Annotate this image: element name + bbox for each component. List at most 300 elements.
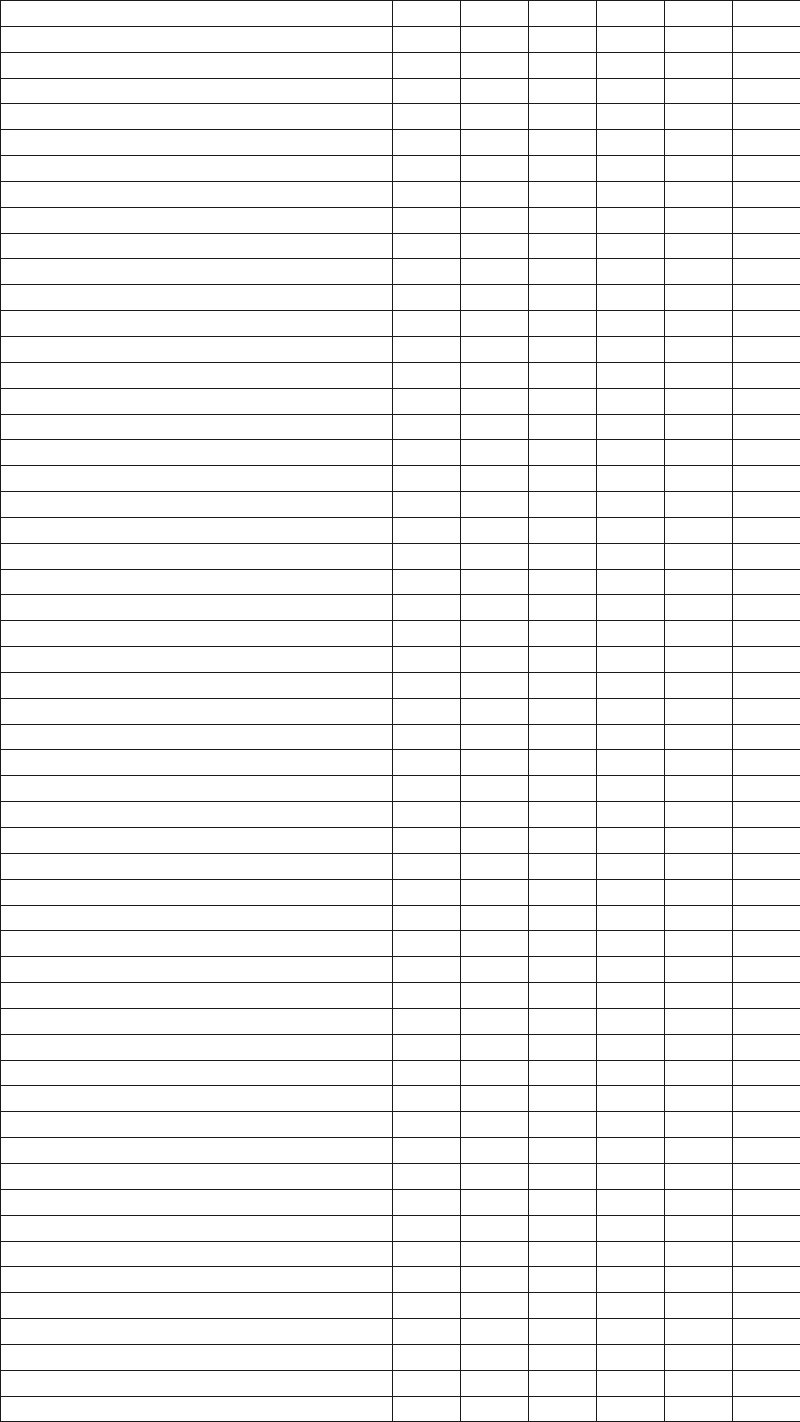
value-cell	[393, 233, 461, 259]
value-cell	[461, 26, 529, 52]
value-cell	[393, 543, 461, 569]
value-cell	[665, 1215, 733, 1241]
row-label-cell	[1, 517, 393, 543]
table-row	[1, 233, 800, 259]
value-cell	[529, 879, 597, 905]
value-cell	[665, 1189, 733, 1215]
table-row	[1, 1319, 800, 1345]
value-cell	[393, 1138, 461, 1164]
row-label-cell	[1, 802, 393, 828]
value-cell	[733, 1034, 800, 1060]
value-cell	[733, 698, 800, 724]
value-cell	[665, 1370, 733, 1396]
value-cell	[597, 388, 665, 414]
value-cell	[529, 1396, 597, 1422]
row-label-cell	[1, 543, 393, 569]
row-label-cell	[1, 828, 393, 854]
value-cell	[597, 285, 665, 311]
row-label-cell	[1, 957, 393, 983]
value-cell	[597, 957, 665, 983]
value-cell	[733, 492, 800, 518]
value-cell	[529, 1370, 597, 1396]
value-cell	[733, 1086, 800, 1112]
table-row	[1, 1293, 800, 1319]
value-cell	[393, 879, 461, 905]
table-row	[1, 414, 800, 440]
table-row	[1, 311, 800, 337]
row-label-cell	[1, 388, 393, 414]
row-label-cell	[1, 1189, 393, 1215]
value-cell	[665, 207, 733, 233]
value-cell	[393, 1189, 461, 1215]
value-cell	[733, 517, 800, 543]
value-cell	[733, 1138, 800, 1164]
value-cell	[597, 1267, 665, 1293]
value-cell	[733, 466, 800, 492]
value-cell	[665, 1112, 733, 1138]
value-cell	[461, 1344, 529, 1370]
row-label-cell	[1, 78, 393, 104]
value-cell	[461, 1008, 529, 1034]
table-row	[1, 1060, 800, 1086]
value-cell	[393, 1293, 461, 1319]
value-cell	[665, 1138, 733, 1164]
value-cell	[529, 26, 597, 52]
value-cell	[665, 1267, 733, 1293]
value-cell	[461, 130, 529, 156]
value-cell	[665, 1319, 733, 1345]
value-cell	[461, 1163, 529, 1189]
value-cell	[733, 156, 800, 182]
value-cell	[529, 1008, 597, 1034]
value-cell	[597, 1319, 665, 1345]
value-cell	[461, 957, 529, 983]
value-cell	[665, 621, 733, 647]
value-cell	[733, 1319, 800, 1345]
table-row	[1, 543, 800, 569]
value-cell	[597, 698, 665, 724]
table-row	[1, 517, 800, 543]
value-cell	[665, 52, 733, 78]
table-row	[1, 1, 800, 27]
value-cell	[393, 595, 461, 621]
value-cell	[393, 724, 461, 750]
value-cell	[733, 440, 800, 466]
value-cell	[461, 543, 529, 569]
value-cell	[529, 1034, 597, 1060]
row-label-cell	[1, 672, 393, 698]
value-cell	[665, 1293, 733, 1319]
value-cell	[597, 905, 665, 931]
value-cell	[461, 104, 529, 130]
row-label-cell	[1, 724, 393, 750]
value-cell	[393, 1319, 461, 1345]
value-cell	[393, 130, 461, 156]
value-cell	[393, 957, 461, 983]
value-cell	[597, 1112, 665, 1138]
value-cell	[665, 569, 733, 595]
value-cell	[461, 1, 529, 27]
value-cell	[665, 724, 733, 750]
value-cell	[733, 311, 800, 337]
table-row	[1, 802, 800, 828]
value-cell	[597, 1370, 665, 1396]
table-row	[1, 1112, 800, 1138]
value-cell	[461, 853, 529, 879]
value-cell	[597, 802, 665, 828]
value-cell	[733, 853, 800, 879]
value-cell	[733, 1344, 800, 1370]
value-cell	[529, 957, 597, 983]
value-cell	[461, 905, 529, 931]
value-cell	[529, 181, 597, 207]
row-label-cell	[1, 1293, 393, 1319]
value-cell	[393, 517, 461, 543]
value-cell	[597, 104, 665, 130]
value-cell	[665, 750, 733, 776]
value-cell	[461, 1267, 529, 1293]
value-cell	[597, 52, 665, 78]
value-cell	[529, 672, 597, 698]
value-cell	[461, 362, 529, 388]
value-cell	[461, 750, 529, 776]
value-cell	[529, 776, 597, 802]
value-cell	[529, 905, 597, 931]
value-cell	[529, 1060, 597, 1086]
row-label-cell	[1, 285, 393, 311]
value-cell	[665, 1, 733, 27]
row-label-cell	[1, 1034, 393, 1060]
value-cell	[393, 311, 461, 337]
value-cell	[529, 233, 597, 259]
value-cell	[393, 1112, 461, 1138]
table-row	[1, 52, 800, 78]
value-cell	[733, 1215, 800, 1241]
value-cell	[461, 517, 529, 543]
value-cell	[529, 207, 597, 233]
value-cell	[529, 1086, 597, 1112]
table-row	[1, 388, 800, 414]
table-row	[1, 130, 800, 156]
value-cell	[733, 130, 800, 156]
value-cell	[665, 130, 733, 156]
value-cell	[529, 1241, 597, 1267]
table-row	[1, 853, 800, 879]
value-cell	[461, 78, 529, 104]
table-row	[1, 1370, 800, 1396]
value-cell	[393, 1060, 461, 1086]
value-cell	[733, 1163, 800, 1189]
row-label-cell	[1, 259, 393, 285]
value-cell	[529, 698, 597, 724]
value-cell	[393, 78, 461, 104]
row-label-cell	[1, 130, 393, 156]
value-cell	[461, 879, 529, 905]
value-cell	[597, 440, 665, 466]
row-label-cell	[1, 52, 393, 78]
value-cell	[733, 336, 800, 362]
row-label-cell	[1, 414, 393, 440]
value-cell	[461, 466, 529, 492]
value-cell	[461, 569, 529, 595]
value-cell	[529, 414, 597, 440]
value-cell	[529, 1, 597, 27]
value-cell	[665, 311, 733, 337]
value-cell	[733, 233, 800, 259]
value-cell	[461, 776, 529, 802]
value-cell	[597, 1138, 665, 1164]
value-cell	[529, 1344, 597, 1370]
value-cell	[461, 1034, 529, 1060]
value-cell	[665, 156, 733, 182]
value-cell	[665, 517, 733, 543]
value-cell	[393, 104, 461, 130]
value-cell	[597, 750, 665, 776]
row-label-cell	[1, 156, 393, 182]
value-cell	[665, 104, 733, 130]
value-cell	[529, 78, 597, 104]
value-cell	[665, 285, 733, 311]
value-cell	[461, 1396, 529, 1422]
value-cell	[665, 543, 733, 569]
value-cell	[665, 181, 733, 207]
table-row	[1, 698, 800, 724]
value-cell	[529, 492, 597, 518]
value-cell	[529, 595, 597, 621]
value-cell	[665, 233, 733, 259]
value-cell	[529, 750, 597, 776]
value-cell	[529, 621, 597, 647]
value-cell	[529, 931, 597, 957]
value-cell	[529, 1267, 597, 1293]
value-cell	[461, 207, 529, 233]
value-cell	[597, 1215, 665, 1241]
value-cell	[597, 492, 665, 518]
value-cell	[597, 517, 665, 543]
value-cell	[529, 983, 597, 1009]
value-cell	[393, 1241, 461, 1267]
table-row	[1, 1163, 800, 1189]
table-row	[1, 750, 800, 776]
value-cell	[733, 1112, 800, 1138]
value-cell	[529, 1138, 597, 1164]
value-cell	[665, 672, 733, 698]
value-cell	[733, 52, 800, 78]
value-cell	[597, 1241, 665, 1267]
value-cell	[597, 1060, 665, 1086]
value-cell	[665, 828, 733, 854]
value-cell	[393, 931, 461, 957]
value-cell	[665, 1008, 733, 1034]
value-cell	[733, 1189, 800, 1215]
value-cell	[393, 853, 461, 879]
value-cell	[597, 853, 665, 879]
value-cell	[461, 647, 529, 673]
value-cell	[665, 414, 733, 440]
value-cell	[597, 336, 665, 362]
row-label-cell	[1, 879, 393, 905]
value-cell	[461, 1060, 529, 1086]
value-cell	[529, 1319, 597, 1345]
table-row	[1, 595, 800, 621]
table-row	[1, 647, 800, 673]
value-cell	[393, 414, 461, 440]
value-cell	[733, 931, 800, 957]
value-cell	[393, 259, 461, 285]
value-cell	[733, 1396, 800, 1422]
grid-body	[1, 1, 800, 1422]
row-label-cell	[1, 181, 393, 207]
value-cell	[665, 698, 733, 724]
row-label-cell	[1, 1344, 393, 1370]
value-cell	[665, 595, 733, 621]
table-row	[1, 156, 800, 182]
value-cell	[529, 52, 597, 78]
value-cell	[529, 828, 597, 854]
table-row	[1, 492, 800, 518]
table-row	[1, 1241, 800, 1267]
value-cell	[597, 543, 665, 569]
table-row	[1, 905, 800, 931]
table-row	[1, 1034, 800, 1060]
value-cell	[665, 647, 733, 673]
value-cell	[597, 311, 665, 337]
value-cell	[393, 388, 461, 414]
value-cell	[665, 440, 733, 466]
value-cell	[665, 492, 733, 518]
value-cell	[597, 724, 665, 750]
value-cell	[529, 285, 597, 311]
value-cell	[733, 1370, 800, 1396]
value-cell	[393, 672, 461, 698]
value-cell	[665, 853, 733, 879]
value-cell	[461, 52, 529, 78]
value-cell	[665, 1163, 733, 1189]
row-label-cell	[1, 595, 393, 621]
value-cell	[597, 78, 665, 104]
value-cell	[597, 362, 665, 388]
value-cell	[733, 1267, 800, 1293]
value-cell	[393, 362, 461, 388]
table-row	[1, 466, 800, 492]
value-cell	[461, 983, 529, 1009]
value-cell	[461, 181, 529, 207]
value-cell	[393, 1396, 461, 1422]
value-cell	[461, 698, 529, 724]
table-row	[1, 181, 800, 207]
value-cell	[393, 828, 461, 854]
value-cell	[529, 1163, 597, 1189]
value-cell	[733, 957, 800, 983]
value-cell	[529, 311, 597, 337]
value-cell	[733, 595, 800, 621]
value-cell	[597, 879, 665, 905]
value-cell	[461, 1241, 529, 1267]
value-cell	[461, 828, 529, 854]
value-cell	[733, 414, 800, 440]
value-cell	[529, 156, 597, 182]
value-cell	[733, 569, 800, 595]
table-row	[1, 569, 800, 595]
value-cell	[665, 1396, 733, 1422]
value-cell	[393, 1370, 461, 1396]
value-cell	[393, 1034, 461, 1060]
table-row	[1, 1138, 800, 1164]
value-cell	[461, 931, 529, 957]
value-cell	[597, 647, 665, 673]
value-cell	[461, 156, 529, 182]
row-label-cell	[1, 983, 393, 1009]
value-cell	[597, 466, 665, 492]
value-cell	[665, 931, 733, 957]
value-cell	[665, 957, 733, 983]
row-label-cell	[1, 233, 393, 259]
value-cell	[597, 569, 665, 595]
value-cell	[733, 724, 800, 750]
row-label-cell	[1, 750, 393, 776]
row-label-cell	[1, 1138, 393, 1164]
value-cell	[733, 207, 800, 233]
value-cell	[461, 388, 529, 414]
value-cell	[597, 1163, 665, 1189]
value-cell	[597, 181, 665, 207]
value-cell	[393, 1344, 461, 1370]
value-cell	[597, 1008, 665, 1034]
value-cell	[461, 1215, 529, 1241]
value-cell	[733, 104, 800, 130]
table-row	[1, 1189, 800, 1215]
row-label-cell	[1, 853, 393, 879]
value-cell	[461, 440, 529, 466]
value-cell	[393, 776, 461, 802]
value-cell	[665, 776, 733, 802]
value-cell	[393, 440, 461, 466]
value-cell	[461, 233, 529, 259]
table-row	[1, 362, 800, 388]
value-cell	[529, 569, 597, 595]
value-cell	[733, 828, 800, 854]
row-label-cell	[1, 26, 393, 52]
value-cell	[665, 1344, 733, 1370]
value-cell	[393, 181, 461, 207]
row-label-cell	[1, 1008, 393, 1034]
value-cell	[665, 388, 733, 414]
value-cell	[461, 1086, 529, 1112]
value-cell	[733, 181, 800, 207]
value-cell	[665, 1060, 733, 1086]
value-cell	[733, 879, 800, 905]
row-label-cell	[1, 1319, 393, 1345]
value-cell	[597, 828, 665, 854]
value-cell	[393, 802, 461, 828]
value-cell	[597, 1189, 665, 1215]
row-label-cell	[1, 1370, 393, 1396]
value-cell	[461, 1370, 529, 1396]
row-label-cell	[1, 492, 393, 518]
table-row	[1, 1086, 800, 1112]
row-label-cell	[1, 1, 393, 27]
value-cell	[597, 1086, 665, 1112]
table-row	[1, 983, 800, 1009]
value-cell	[461, 259, 529, 285]
value-cell	[733, 905, 800, 931]
value-cell	[665, 983, 733, 1009]
table-row	[1, 776, 800, 802]
table-row	[1, 672, 800, 698]
value-cell	[597, 1034, 665, 1060]
value-cell	[665, 466, 733, 492]
table-row	[1, 879, 800, 905]
